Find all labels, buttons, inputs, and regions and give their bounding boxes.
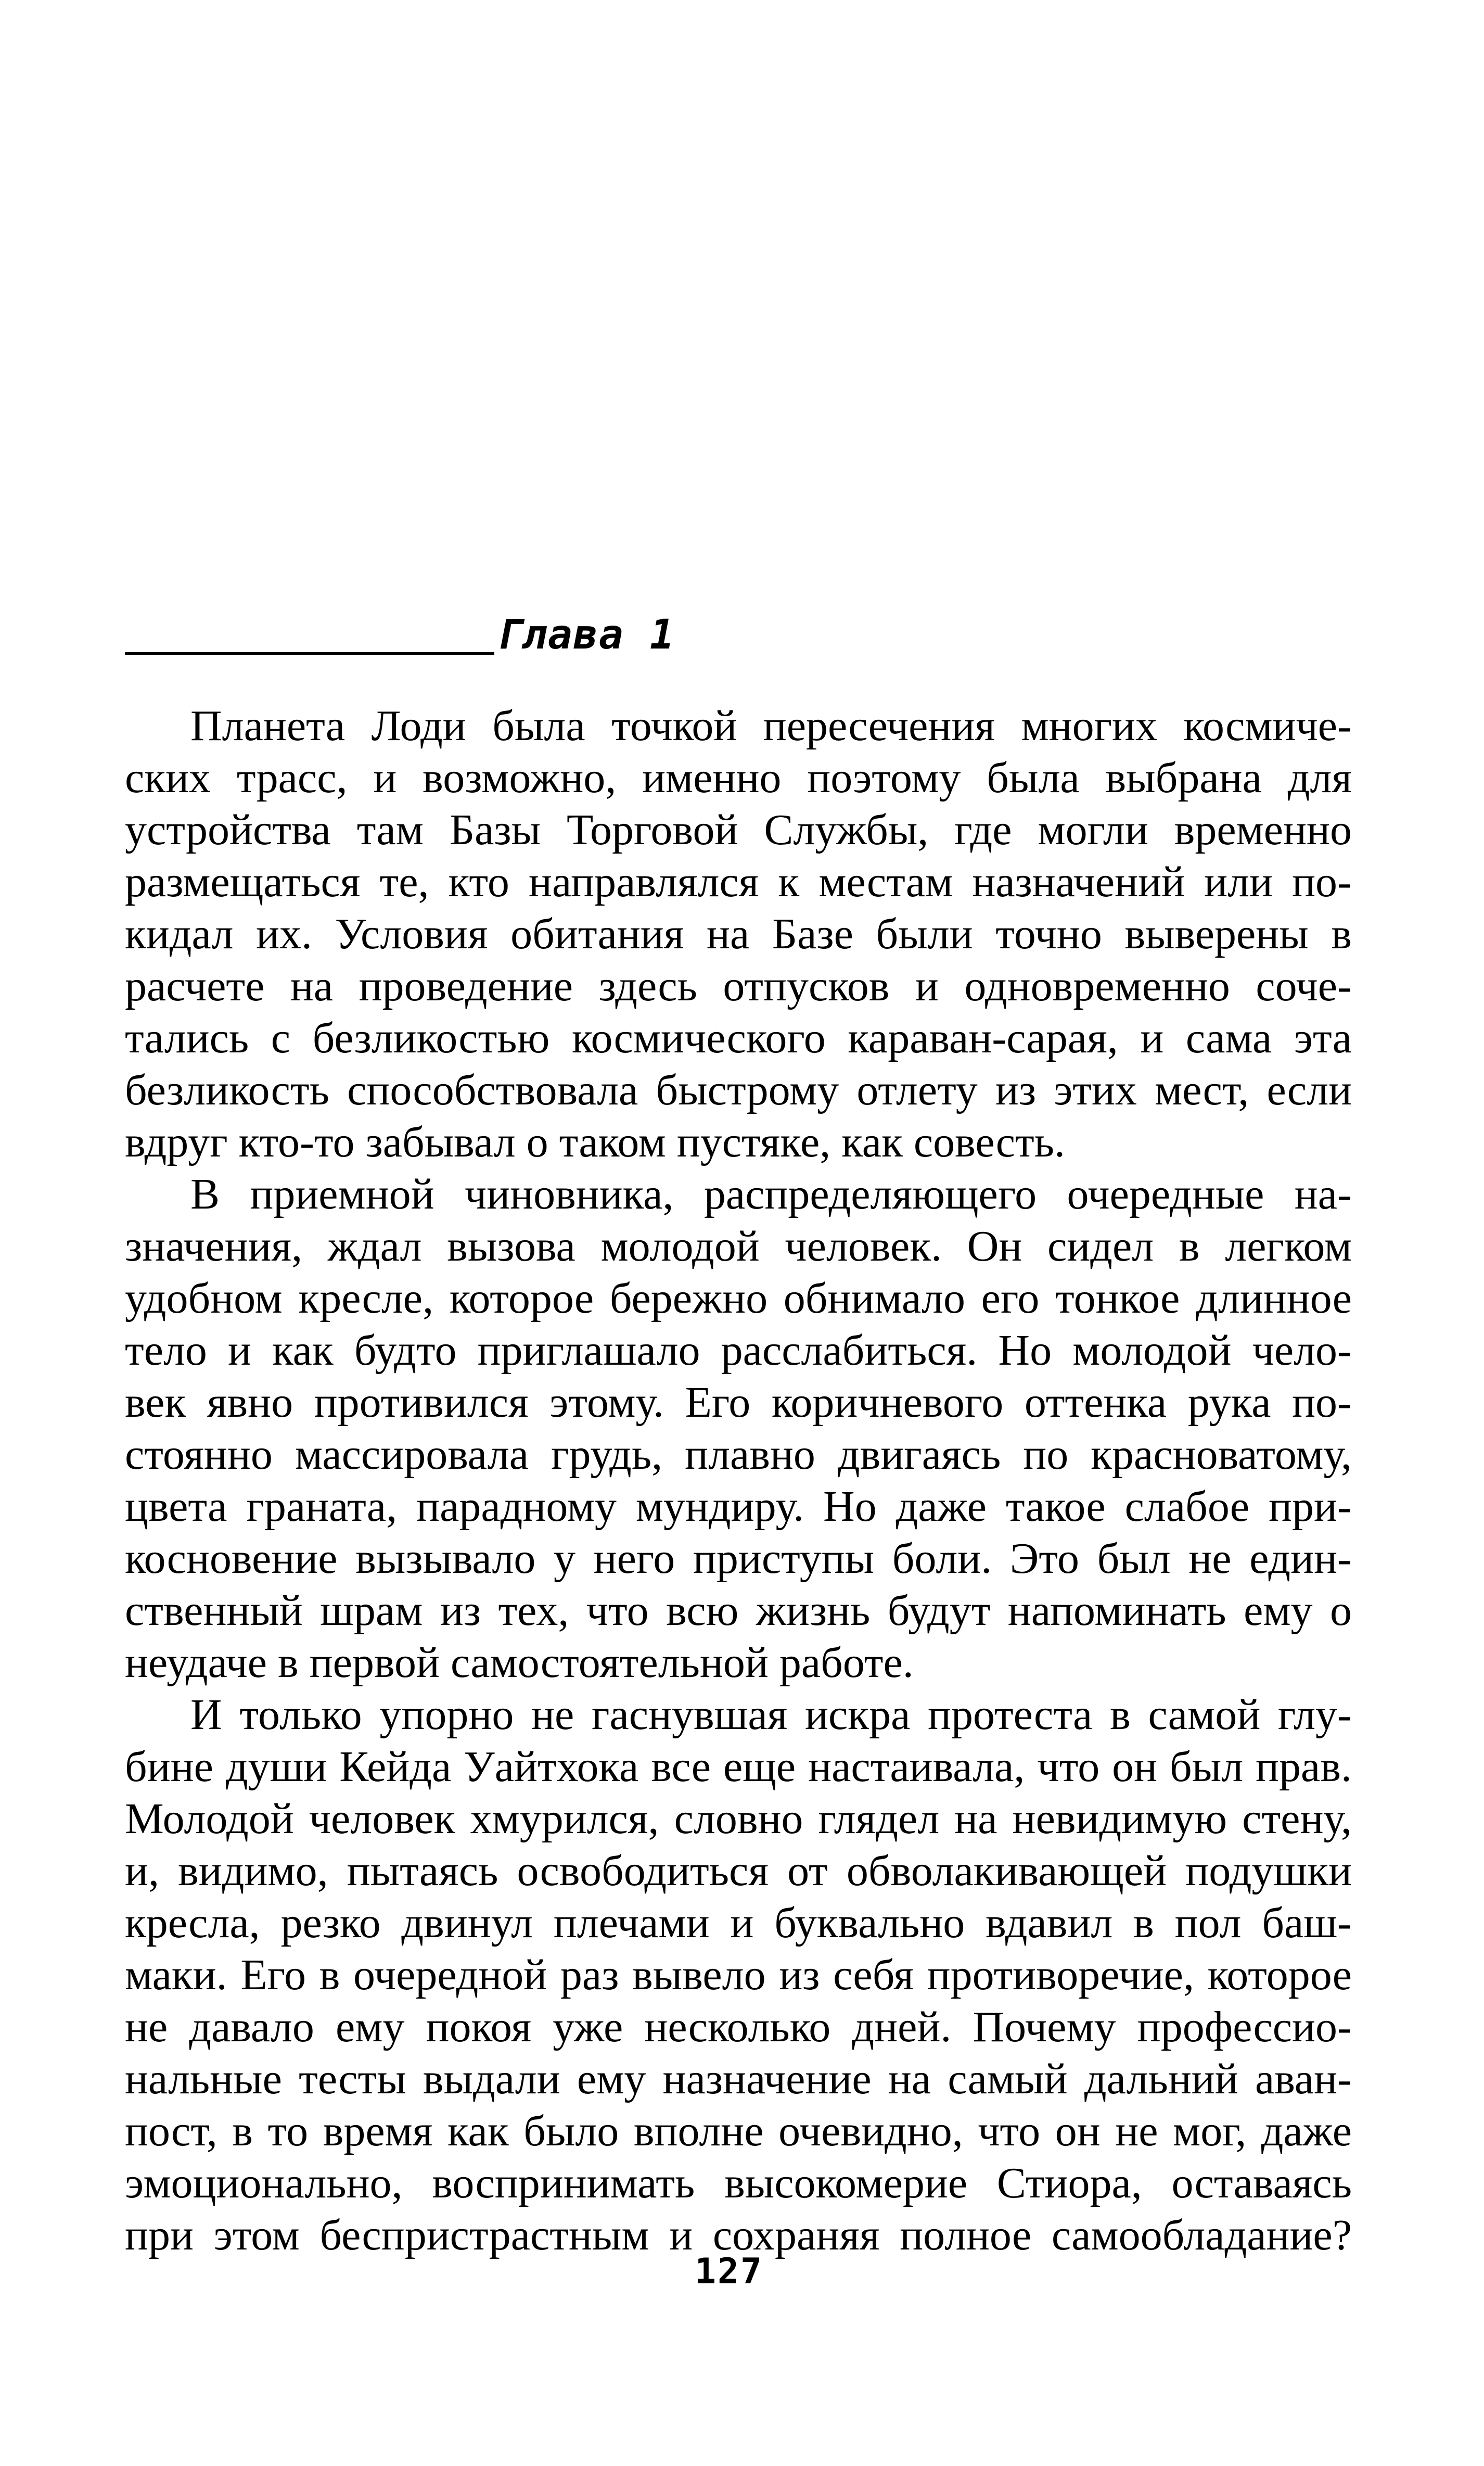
paragraph-2	[125, 1168, 1352, 1689]
text-line: кидал их. Условия обитания на Базе были точно выверены в	[125, 910, 1352, 958]
text-line: неудаче в первой самостоятельной работе.	[125, 1638, 914, 1687]
text-line: устройства там Базы Торговой Службы, где могли временно	[125, 806, 1352, 854]
text-line: маки. Его в очередной раз вывело из себя противоречие, которое	[125, 1951, 1352, 1999]
text-line: век явно противился этому. Его коричневого оттенка рука по-	[125, 1378, 1352, 1427]
text-line: Молодой человек хмурился, словно глядел на невидимую стену,	[125, 1795, 1352, 1843]
body-text	[125, 700, 1352, 2261]
text-line: расчете на проведение здесь отпусков и одновременно соче-	[125, 962, 1352, 1010]
text-line: ственный шрам из тех, что всю жизнь будут напоминать ему о	[125, 1586, 1352, 1635]
text-line: тались с безликостью космического караван-сарая, и сама эта	[125, 1014, 1352, 1062]
paragraph-3	[125, 1689, 1352, 2261]
text-line: косновение вызывало у него приступы боли. Это был не един-	[125, 1534, 1352, 1583]
chapter-heading	[125, 606, 749, 669]
paragraph-1	[125, 700, 1352, 1168]
text-line: кресла, резко двинул плечами и буквально вдавил в пол баш-	[125, 1899, 1352, 1947]
text-line: Планета Лоди была точкой пересечения многих космиче-	[190, 702, 1352, 750]
text-line: удобном кресле, которое бережно обнимало его тонкое длинное	[125, 1274, 1352, 1323]
text-line: вдруг кто-то забывал о таком пустяке, как совесть.	[125, 1118, 1066, 1166]
text-line: значения, ждал вызова молодой человек. Он сидел в легком	[125, 1222, 1352, 1270]
text-line: размещаться те, кто направлялся к местам назначений или по-	[125, 858, 1352, 906]
text-line: пост, в то время как было вполне очевидно, что он не мог, даже	[125, 2107, 1352, 2155]
text-line: тело и как будто приглашало расслабиться. Но молодой чело-	[125, 1326, 1352, 1375]
text-line: эмоционально, воспринимать высокомерие Стиора, оставаясь	[125, 2159, 1352, 2207]
text-line: В приемной чиновника, распределяющего очередные на-	[190, 1170, 1352, 1218]
chapter-title: Глава 1	[497, 612, 675, 658]
page-number: 127	[695, 2251, 763, 2292]
text-line: бине души Кейда Уайтхока все еще настаивала, что он был прав.	[125, 1743, 1352, 1791]
chapter-rule	[125, 652, 494, 655]
text-line: не давало ему покоя уже несколько дней. Почему профессио-	[125, 2003, 1352, 2051]
text-line: цвета граната, парадному мундиру. Но даже такое слабое при-	[125, 1482, 1352, 1531]
text-line: стоянно массировала грудь, плавно двигаясь по красноватому,	[125, 1430, 1352, 1479]
text-line: при этом беспристрастным и сохраняя полное самообладание?	[125, 2211, 1352, 2259]
text-line: И только упорно не гаснувшая искра протеста в самой глу-	[190, 1690, 1352, 1739]
text-line: нальные тесты выдали ему назначение на самый дальний аван-	[125, 2055, 1352, 2103]
text-line: ских трасс, и возможно, именно поэтому была выбрана для	[125, 754, 1352, 802]
text-line: безликость способствовала быстрому отлету из этих мест, если	[125, 1066, 1352, 1114]
text-line: и, видимо, пытаясь освободиться от обволакивающей подушки	[125, 1847, 1352, 1895]
